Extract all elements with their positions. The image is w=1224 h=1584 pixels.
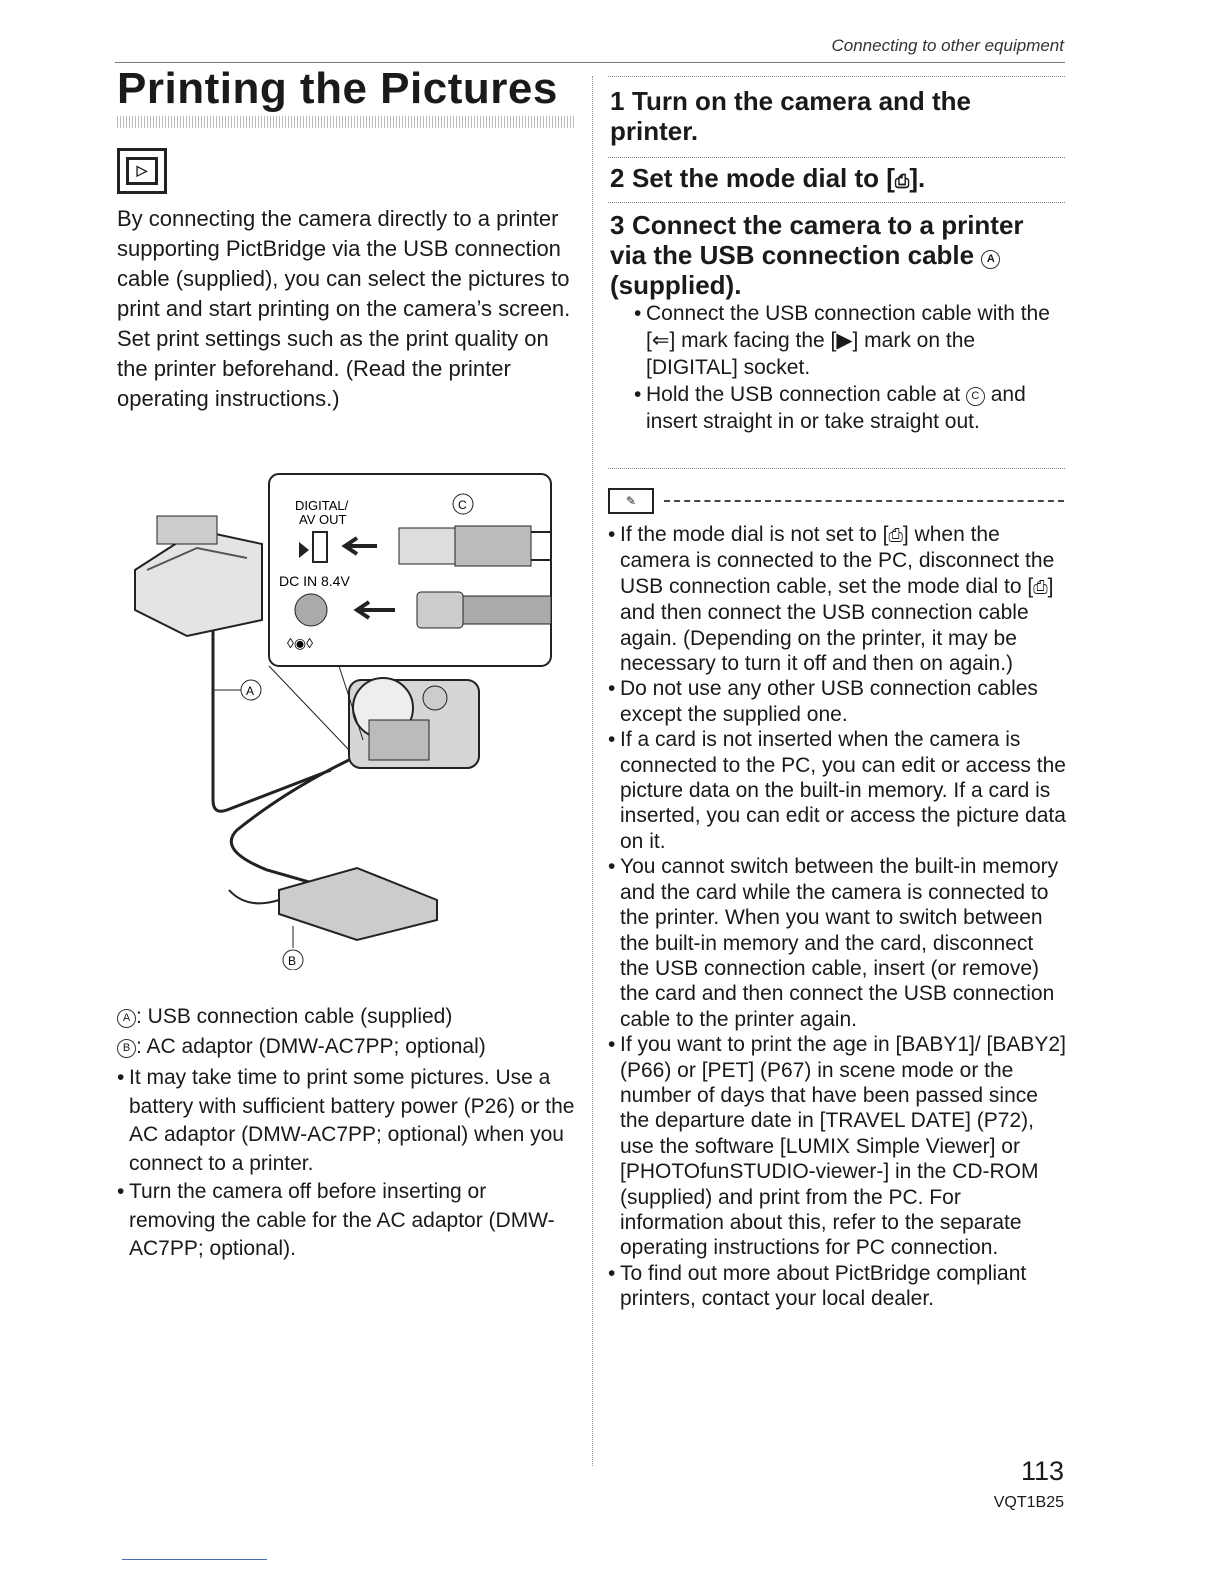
marker-b-symbol: B [117,1039,136,1058]
intro-text [117,204,577,414]
diagram-legend [117,1002,577,1062]
left-notes [117,1064,577,1264]
step-separator [608,468,1065,469]
left-note-1: • It may take time to print some pictures. Use a battery with sufficient battery power (P26) or the AC adaptor (DMW-AC7PP; optional) when you connect to a printer. [117,1064,577,1178]
note-4: • You cannot switch between the built-in memory and the card while the camera is connected to the printer. When you want to switch between the built-in memory and the card, disconnect the USB connection cable, insert (or remove) the card and then connect the USB connection cable to the printer again. [608,854,1068,1032]
digital-socket-label: DIGITAL/ [295,498,349,513]
left-note-2: • Turn the camera off before inserting or removing the cable for the AC adaptor (DMW-AC7PP; optional). [117,1178,577,1264]
print-mode-icon: ⎙ [1033,576,1048,597]
marker-a-symbol: A [981,250,1000,269]
legend-a: A : USB connection cable (supplied) [117,1002,577,1032]
page-title: Printing the Pictures [117,64,558,113]
marker-a: A [246,684,255,698]
step-2: 2 Set the mode dial to [⎙]. [610,163,1065,196]
column-divider [592,76,593,1466]
intro-paragraph-2: Set print settings such as the print quality on the printer beforehand. (Read the printer operating instructions.) [117,326,549,411]
step-1: 1 Turn on the camera and the printer. [610,86,972,146]
note-6: • To find out more about PictBridge compliant printers, contact your local dealer. [608,1261,1068,1312]
step-separator [608,76,1065,77]
note-5: • If you want to print the age in [BABY1]/ [BABY2] (P66) or [PET] (P67) in scene mode or the number of days that have been passed since the departure date in [TRAVEL DATE] (P72), use the software [LUMIX Simple Viewer] or [PHOTOfunSTUDIO-viewer-] in the CD-ROM (supplied) and print from the PC. For information about this, refer to the separate operating instructions for PC connection. [608,1032,1068,1261]
print-mode-icon: ⎙ [894,171,910,191]
print-mode-icon: ⎙ [888,525,903,545]
note-1: • If the mode dial is not set to [⎙] when the camera is connected to the PC, disconnect the USB connection cable, set the mode dial to [⎙] and then connect the USB connection cable again. (Depending on the printer, it may be necessary to turn it off and then on again.) [608,522,1068,676]
usb-mark-icon: ⇐ [651,329,670,352]
step-3-note-2: • Hold the USB connection cable at C and insert straight in or take straight out. [634,381,1059,435]
marker-a-symbol: A [117,1009,136,1028]
connection-diagram-svg [117,470,577,970]
memo-note-icon: ✎ [608,488,654,514]
title-underline-shade [117,116,575,128]
step-3-notes [634,300,1059,435]
play-mark-icon: ▶ [836,329,853,352]
step-3: 3 Connect the camera to a printer via the USB connection cable A (supplied). [610,210,1024,300]
memo-dash-line [664,500,1064,502]
marker-c: C [458,498,467,512]
note-3: • If a card is not inserted when the camera is connected to the PC, you can edit or access the picture data on the built-in memory. If a card is inserted, you can edit or access the picture data on it. [608,727,1068,854]
legend-b: B : AC adaptor (DMW-AC7PP; optional) [117,1032,577,1062]
document-code: VQT1B25 [993,1494,1064,1511]
svg-text:◊◉◊: ◊◉◊ [287,635,314,651]
dc-in-label: DC IN 8.4V [279,573,350,589]
avout-socket-label: AV OUT [299,512,347,527]
note-2: • Do not use any other USB connection cables except the supplied one. [608,676,1068,727]
marker-b: B [288,954,297,968]
step-3-note-1: • Connect the USB connection cable with the [⇐] mark facing the [▶] mark on the [DIGITAL] socket. [634,300,1059,381]
intro-paragraph-1: By connecting the camera directly to a printer supporting PictBridge via the USB connection cable (supplied), you can select the pictures to print and start printing on the camera’s screen. [117,206,571,321]
section-label: Connecting to other equipment [831,36,1064,55]
step-separator [608,157,1065,158]
page-number: 113 [1020,1456,1064,1486]
header-rule [115,62,1065,63]
marker-c-symbol: C [966,387,985,406]
bottom-rule [122,1559,267,1560]
step-separator [608,202,1065,203]
playback-mode-icon: ▷ [117,148,167,194]
notes-list [608,522,1068,1312]
connection-diagram [117,470,577,970]
